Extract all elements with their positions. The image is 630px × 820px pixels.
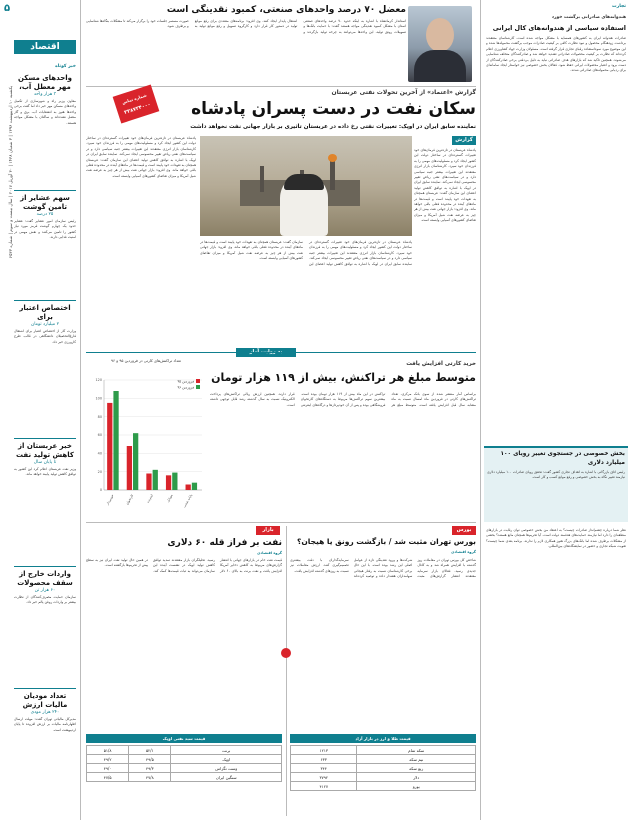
left-lead-body: صادرات هندوانه ایران به کشورهای همسایه با مشکل مواجه شده است. کارشناسان معتقدند برداشت زودهنگام محصول و نبود نظارت کافی بر کیفیت صادرات موجب برگشت محموله‌ها شده و این موضوع مورد سوءاستفاده رقبای تجاری قرار گرفته است. مسئولان وزارت جهاد کشاورزی اعلام کرده‌اند که نظارت بر کیفیت محصولات صادراتی تشدید خواهد شد و صادرکنندگان متخلف شناسایی می‌شوند. همچنین تاکید شد که بازارهای هدف صادراتی نباید به دلیل بی‌دقتی برخی صادرکنندگان از دست برود و اعتبار محصولات ایرانی حفظ شود. فعالان بخش خصوصی نیز خواستار ایجاد سامانه‌ای برای ردیابی محموله‌های صادراتی شدند. [486, 36, 626, 73]
chart-card [86, 358, 206, 516]
man-silhouette [280, 174, 328, 236]
table-cell: ۴۹/۲ [87, 755, 129, 764]
bar [186, 485, 191, 491]
bar [166, 475, 171, 490]
lower-story-title: متوسط مبلغ هر تراکنش، بیش از ۱۱۹ هزار تومان [211, 371, 476, 384]
x-tick-label: خودپرداز [105, 493, 115, 506]
x-tick-label: اینترنت [145, 493, 154, 504]
divider [14, 190, 76, 191]
table-cell: ۳۷۹۲ [291, 773, 357, 782]
table-row [87, 755, 282, 764]
table-cell: ۴۹/۰ [87, 764, 129, 773]
oil-label: گروه اقتصادی [256, 551, 282, 555]
masthead [0, 0, 80, 820]
sidebar-item-body: مدیرکل مالیاتی تهران گفت: مهلت ارسال اظهارنامه مالیات بر ارزش افزوده تا پایان اردیبهشت است. [14, 717, 76, 732]
main-story-body-left: پادشاه عربستان در تازه‌ترین فرمان‌های خود تغییرات گسترده‌ای در ساختار دولت این کشور ایجاد کرد و مسئولیت‌های مهمی را به فرزندان خود سپرد. کارشناسان بازار انرژی معتقدند این تغییرات بیشتر جنبه سیاسی دارد و در سیاست‌های نفتی ریاض تغییر محسوسی ایجاد نمی‌کند. نماینده سابق ایران در اوپک با اشاره به توافق کاهش تولید اعضای این سازمان گفت: عربستان همچنان به تعهدات خود پایبند است و قیمت‌ها در ماه‌های آینده در محدوده فعلی باقی خواهد ماند. وی افزود: بازار جهانی نفت بیش از هر چیز به عرضه نفت شیل آمریکا و میزان تقاضای کشورهای آسیایی وابسته است. [86, 136, 196, 178]
page-number: ۵ [3, 3, 11, 14]
sidebar-label: خبر کوتاه [55, 64, 76, 69]
table-cell: سنگین ایران [171, 773, 282, 782]
sidebar-item-sub: ۲۴۰ هزار مودی [30, 710, 60, 715]
table-row [291, 773, 476, 782]
divider [86, 522, 476, 523]
bar [192, 483, 197, 490]
left-box-body: رئیس اتاق بازرگانی با اشاره به اهداف تجاری کشور گفت: تحقق رویای صادرات ۱۰۰ میلیارد دلاری نیازمند تغییر نگاه به بخش خصوصی و رفع موانع کسب و کار است. [487, 470, 625, 480]
left-lead-kicker: هندوانه‌های صادراتی برگشت خورد [551, 15, 626, 20]
sidebar-item-sub: ۳ هزار واحد [33, 92, 57, 97]
sidebar-item-title: واردات خارج از سقف محصولات [17, 570, 73, 587]
section-title: اقتصاد [30, 42, 60, 52]
bourse-body: شاخص کل بورس تهران در معاملات روز گذشته با افزایش همراه شد و به کانال جدیدی رسید. فعالان بازار سرمایه معتقدند انتشار گزارش‌های مثبت شرکت‌ها و ورود نقدینگی تازه از عوامل اصلی این رشد بوده است. با این حال برخی کارشناسان نسبت به رفتار هیجانی سهامداران هشدار داده و توصیه کرده‌اند سرمایه‌گذاران با دقت بیشتری تصمیم‌گیری کنند. ارزش معاملات نیز نسبت به روزهای گذشته افزایش یافت. [290, 558, 476, 579]
column-divider [480, 0, 481, 820]
table-row [291, 746, 476, 755]
bar [153, 470, 158, 490]
sidebar-item-sub: ۲۵ درصد [36, 212, 54, 217]
table-cell: برنت [171, 746, 282, 755]
table-cell: ۴۷/۵ [87, 773, 129, 782]
y-tick-label: 0 [99, 488, 102, 493]
bourse-tag: بورس [452, 526, 476, 535]
main-story-subtitle: نماینده سابق ایران در اوپک: تغییرات نفتی رخ داده در عربستان تاثیری بر بازار جهانی نفت نخواهد داشت [190, 124, 476, 130]
main-story-kicker: گزارش «اعتماد» از آخرین تحولات نفتی عربستان [331, 89, 476, 96]
table-cell: ۳۴۴ [291, 764, 357, 773]
bourse-label: گروه اقتصادی [450, 550, 476, 554]
divider [14, 566, 76, 567]
sidebar-item-body: سازمان حمایت مصرف‌کنندگان از نظارت بیشتر بر واردات روغن پالم خبر داد. [14, 595, 76, 605]
sidebar-item [14, 304, 76, 414]
section-banner [14, 40, 76, 54]
table-cell: ۶۳۳ [291, 755, 357, 764]
table-cell: وست تگزاس [171, 764, 282, 773]
sidebar-item [14, 194, 76, 294]
legend-swatch [196, 379, 200, 383]
left-qa-body: نظر شما درباره چشم‌انداز صادرات چیست؟ به اعتقاد من بخش خصوصی توان رقابت در بازارهای منطقه‌ای را دارد اما نیازمند حمایت‌های هدفمند دولت است. آیا تحریم‌ها همچنان مانع هستند؟ بخشی از مشکلات برطرف شده اما بانک‌های بزرگ هنوز همکاری لازم را ندارند. برنامه بعدی شما چیست؟ تقویت شبکه تجاری و حضور در نمایشگاه‌های بین‌المللی. [486, 528, 626, 549]
left-lead-title: استفاده سیاسی از هندوانه‌های کال ایرانی [492, 24, 626, 32]
bar [146, 474, 151, 491]
table-row [87, 764, 282, 773]
sidebar-item-title: سهم عشایر از تامین گوشت [20, 194, 70, 211]
y-tick-label: 20 [97, 469, 102, 474]
bourse-table [290, 734, 476, 816]
top-story-body: استاندار کرمانشاه با اشاره به اینکه حدود ۷۰ درصد واحدهای صنعتی استان با مشکل کمبود نقدینگی مواجه هستند گفت: با حمایت بانک‌ها و تسهیلات رونق تولید، این واحدها می‌توانند به چرخه تولید بازگردند و اشتغال پایدار ایجاد کنند. وی افزود: برنامه‌های متعددی برای رفع موانع تولید در دستور کار قرار دارد و کارگروه تسهیل و رفع موانع تولید به صورت مستمر جلسات خود را برگزار می‌کند تا مشکلات بنگاه‌ها شناسایی و برطرف شود. [86, 19, 406, 34]
divider [14, 300, 76, 301]
sidebar-item [14, 570, 76, 680]
y-tick-label: 120 [95, 378, 102, 383]
sidebar-item-title: واحدهای مسکن مهر معطل آب، [17, 74, 72, 91]
table-cell: نیم سکه [357, 755, 476, 764]
oil-table-title: قیمت سبد نفتی اوپک [86, 734, 282, 743]
table-row [87, 773, 282, 782]
portrait-photo [408, 6, 472, 82]
main-story-title: سکان نفت در دست پسران پادشاه [191, 99, 476, 119]
ad-line1: شماره تماس [121, 92, 148, 106]
table-cell: ۴۱۲۷ [291, 782, 357, 791]
divider [14, 438, 76, 439]
table-cell: سکه تمام [357, 746, 476, 755]
x-tick-label: موبایل [165, 493, 174, 503]
legend-swatch [196, 385, 200, 389]
oil-title: نفت بر فراز قله ۶۰ دلاری [167, 538, 282, 548]
table-row [291, 764, 476, 773]
table-cell: ۵۲/۱ [129, 746, 171, 755]
left-box [484, 446, 628, 522]
legend-entry: فروردین ۹۵ [177, 379, 194, 384]
table-cell: یورو [357, 782, 476, 791]
column-divider [286, 526, 287, 816]
divider [86, 352, 476, 353]
lower-story-body: براساس آمار منتشر شده از سوی بانک مرکزی، تعداد تراکنش‌های کارتی در فروردین ماه امسال نسبت به ماه مشابه سال قبل افزایش یافته است. متوسط مبلغ هر تراکنش در این ماه بیش از ۱۱۹ هزار تومان بوده است. بیشترین سهم تراکنش‌ها مربوط به دستگاه‌های کارتخوان فروشگاهی بوده و پس از آن خودپردازها و درگاه‌های اینترنتی قرار دارند. همچنین ارزش ریالی تراکنش‌های پرداخت الکترونیک نسبت به سال گذشته رشد قابل توجهی داشته است. [210, 392, 476, 407]
top-story-title: معضل ۷۰ درصد واحدهای صنعتی، کمبود نقدینگی است [166, 5, 406, 15]
oil-table [86, 734, 282, 816]
table-row [291, 782, 476, 791]
sidebar-item [14, 692, 76, 816]
table-cell: ربع سکه [357, 764, 476, 773]
y-tick-label: 60 [97, 433, 102, 438]
divider [14, 688, 76, 689]
lower-story-kicker: خرید کارتی افزایش یافت [406, 361, 476, 367]
sidebar-item-sub: تا پایان سال [33, 460, 57, 465]
sidebar-item [14, 74, 76, 186]
main-story-body-center: پادشاه عربستان در تازه‌ترین فرمان‌های خود تغییرات گسترده‌ای در ساختار دولت این کشور ایجاد کرد و مسئولیت‌های مهمی را به فرزندان خود سپرد. کارشناسان بازار انرژی معتقدند این تغییرات بیشتر جنبه سیاسی دارد و در سیاست‌های نفتی ریاض تغییر محسوسی ایجاد نمی‌کند. نماینده سابق ایران در اوپک با اشاره به توافق کاهش تولید اعضای این سازمان گفت: عربستان همچنان به تعهدات خود پایبند است و قیمت‌ها در ماه‌های آینده در محدوده فعلی باقی خواهد ماند. وی افزود: بازار جهانی نفت بیش از هر چیز به عرضه نفت شیل آمریکا و میزان تقاضای کشورهای آسیایی وابسته است. [200, 240, 412, 266]
sidebar-item-title: اختصاص اعتبار برای [19, 304, 71, 321]
table-cell: ۴۹/۵ [129, 755, 171, 764]
y-tick-label: 100 [95, 396, 102, 401]
table-cell: ۱۲۱۳ [291, 746, 357, 755]
bourse-title: بورس تهران مثبت شد / بازگشت رونق یا هیجان؟ [297, 537, 476, 546]
left-box-title: بخش خصوصی در جستجوی تغییر رویای ۱۰۰ میلیارد دلاری [500, 451, 625, 466]
oil-photo [200, 136, 412, 236]
sidebar-item-body: معاون وزیر راه و شهرسازی از تکمیل واحدهای مسکن مهر خبر داد اما گفت برخی واحدها هنوز به انشعابات آب، برق و گاز متصل نشده‌اند و ساکنان با مشکل مواجه هستند. [14, 99, 76, 125]
x-tick-label: پایانه شعب [182, 493, 194, 509]
table-cell: ۴۹/۳ [129, 764, 171, 773]
x-tick-label: کارتخوان [124, 493, 135, 506]
table-cell: ۵۱/۸ [87, 746, 129, 755]
bar-chart [86, 366, 206, 516]
sidebar-item-sub: ۲ میلیارد تومان [30, 322, 60, 327]
sidebar-item-title: خبر عربستان از کاهش تولید نفت [16, 442, 74, 459]
table-cell: اوپک [171, 755, 282, 764]
red-dot [281, 648, 291, 658]
sidebar-item-title: تعداد مودیان مالیات ارزش [22, 692, 68, 709]
y-tick-label: 80 [97, 414, 102, 419]
left-section-label: تجارت [611, 4, 626, 9]
main-story-body-right: پادشاه عربستان در تازه‌ترین فرمان‌های خود تغییرات گسترده‌ای در ساختار دولت این کشور ایجاد کرد و مسئولیت‌های مهمی را به فرزندان خود سپرد. کارشناسان بازار انرژی معتقدند این تغییرات بیشتر جنبه سیاسی دارد و در سیاست‌های نفتی ریاض تغییر محسوسی ایجاد نمی‌کند. نماینده سابق ایران در اوپک با اشاره به توافق کاهش تولید اعضای این سازمان گفت: عربستان همچنان به تعهدات خود پایبند است و قیمت‌ها در ماه‌های آینده در محدوده فعلی باقی خواهد ماند. وی افزود: بازار جهانی نفت بیش از هر چیز به عرضه نفت شیل آمریکا و میزان تقاضای کشورهای آسیایی وابسته است. [414, 148, 476, 223]
main-story-label: گزارش [452, 136, 476, 145]
sidebar-item-body: وزارت کار از اختصاص اعتبار برای اشتغال فارغ‌التحصیلان دانشگاهی در قالب طرح کارورزی خبر داد. [14, 329, 76, 344]
oil-body: قیمت نفت خام در بازارهای جهانی با انتشار گزارش‌های مربوط به کاهش ذخایر آمریکا افزایش یافت و نفت برنت به بالای ۶۰ دلار رسید. تحلیلگران بازار معتقدند تمدید توافق کاهش تولید اوپک در نشست آینده این سازمان می‌تواند به ثبات قیمت‌ها کمک کند. در همین حال تولید نفت ایران نیز به سطح پیش از تحریم‌ها بازگشته است. [86, 558, 282, 573]
sidebar-item-sub: ۶۰ هزار تن [34, 588, 56, 593]
bar [107, 403, 112, 490]
bar [133, 433, 138, 490]
bourse-table-title: قیمت طلا و ارز در بازار آزاد [290, 734, 476, 743]
top-story [86, 4, 406, 84]
ad-line2: ۳۳۸۷۲۴۰۰۰ [123, 101, 152, 116]
portrait-face [426, 18, 454, 52]
portrait-suit [414, 50, 466, 82]
table-cell: دلار [357, 773, 476, 782]
y-tick-label: 40 [97, 451, 102, 456]
date-line: یکشنبه ۱۰ اردیبهشت ۱۳۹۶ | ۳ شعبان ۱۴۳۸ | ۳۰ آوریل ۲۰۱۷ | سال بیست و سوم | شماره ۶۵۳۳ [9, 85, 14, 259]
column-divider [80, 0, 81, 820]
sidebar-item [14, 442, 76, 560]
bar [127, 446, 132, 490]
sidebar-item-body: وزیر نفت عربستان اعلام کرد این کشور به توافق کاهش تولید پایبند خواهد ماند. [14, 467, 76, 477]
oil-tag: بازار [256, 526, 280, 535]
chart-title: تعداد تراکنش‌های کارتی در فروردین ۹۵ و ۹۶ [111, 358, 181, 363]
bar [172, 473, 177, 490]
table-row [291, 755, 476, 764]
sidebar-item-body: رئیس سازمان امور عشایر گفت: عشایر حدود یک چهارم گوشت قرمز مورد نیاز کشور را تامین می‌کنند و نقش مهمی در امنیت غذایی دارند. [14, 219, 76, 240]
bar [113, 391, 118, 490]
table-row [87, 746, 282, 755]
table-cell: ۴۷/۸ [129, 773, 171, 782]
legend-entry: فروردین ۹۶ [177, 385, 194, 390]
